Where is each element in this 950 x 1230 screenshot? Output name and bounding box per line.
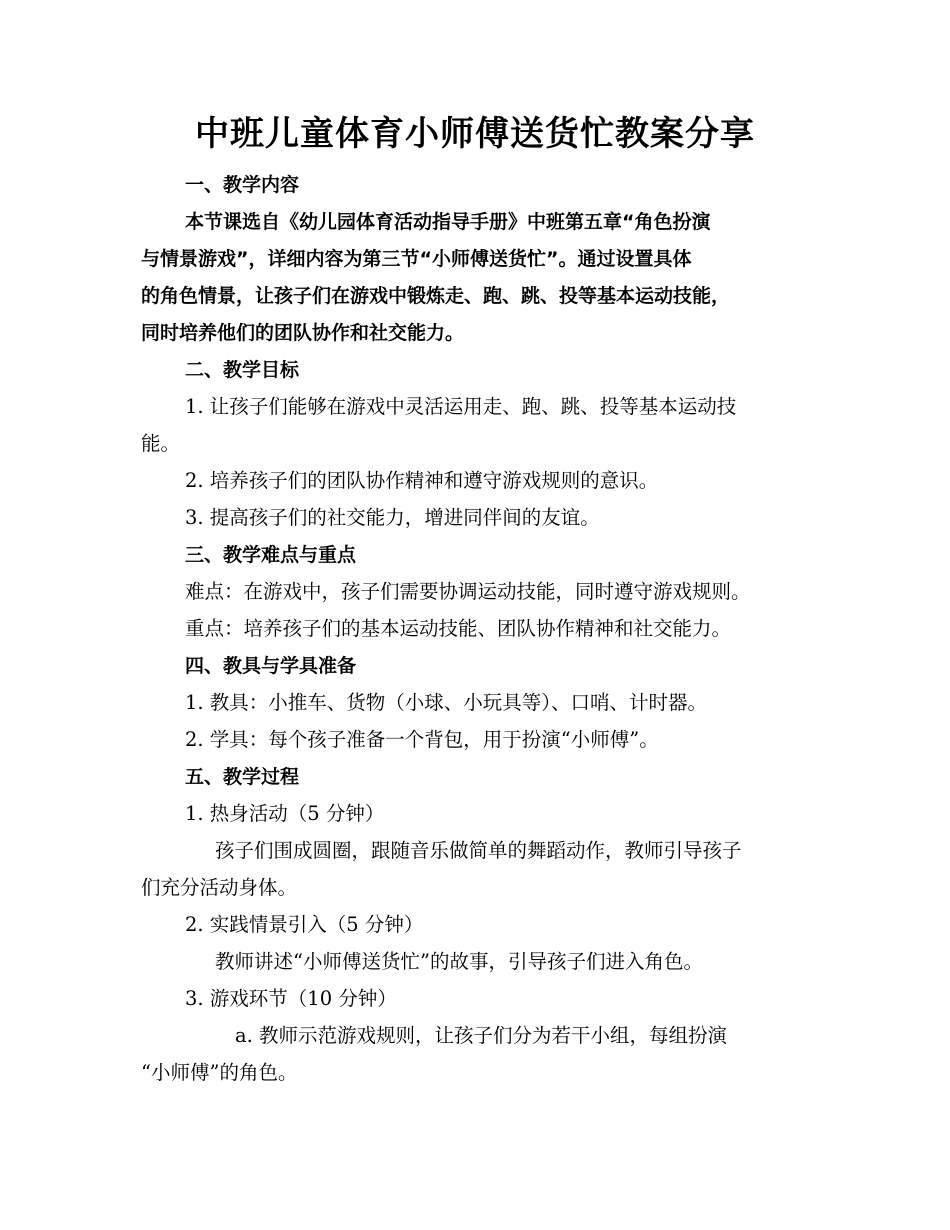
goal-item-1-continued: 能。: [141, 432, 181, 455]
section-heading-materials: 四、教具与学具准备: [185, 655, 357, 677]
content-paragraph-line: 的角色情景，让孩子们在游戏中锻炼走、跑、跳、投等基本运动技能，: [141, 285, 731, 307]
process-step-1-text-continued: 们充分活动身体。: [141, 876, 298, 899]
process-step-3-text: a. 教师示范游戏规则，让孩子们分为若干小组，每组扮演: [235, 1024, 728, 1047]
content-paragraph-line: 同时培养他们的团队协作和社交能力。: [141, 322, 465, 344]
goal-item-1: 1. 让孩子们能够在游戏中灵活运用走、跑、跳、投等基本运动技: [185, 395, 737, 418]
process-step-2: 2. 实践情景引入（5 分钟）: [185, 913, 424, 936]
difficulty-text: 难点：在游戏中，孩子们需要协调运动技能，同时遵守游戏规则。: [185, 580, 751, 603]
content-paragraph-line: 本节课选自《幼儿园体育活动指导手册》中班第五章“角色扮演: [185, 211, 711, 233]
section-heading-process: 五、教学过程: [185, 766, 300, 788]
section-heading-goals: 二、教学目标: [185, 359, 300, 381]
process-step-1: 1. 热身活动（5 分钟）: [185, 802, 385, 825]
materials-item-1: 1. 教具：小推车、货物（小球、小玩具等）、口哨、计时器。: [185, 691, 708, 714]
section-heading-content: 一、教学内容: [185, 174, 300, 196]
goal-item-2: 2. 培养孩子们的团队协作精神和遵守游戏规则的意识。: [185, 469, 659, 492]
process-step-3-text-continued: “小师傅”的角色。: [141, 1061, 298, 1084]
process-step-1-text: 孩子们围成圆圈，跟随音乐做简单的舞蹈动作，教师引导孩子: [215, 839, 742, 862]
materials-item-2: 2. 学具：每个孩子准备一个背包，用于扮演“小师傅”。: [185, 728, 659, 751]
page-title: 中班儿童体育小师傅送货忙教案分享: [195, 114, 755, 154]
goal-item-3: 3. 提高孩子们的社交能力，增进同伴间的友谊。: [185, 506, 600, 529]
process-step-3: 3. 游戏环节（10 分钟）: [185, 987, 397, 1010]
process-step-2-text: 教师讲述“小师傅送货忙”的故事，引导孩子们进入角色。: [215, 950, 703, 973]
key-point-text: 重点：培养孩子们的基本运动技能、团队协作精神和社交能力。: [185, 617, 732, 640]
section-heading-difficulty: 三、教学难点与重点: [185, 544, 357, 566]
content-paragraph-line: 与情景游戏”，详细内容为第三节“小师傅送货忙”。通过设置具体: [141, 248, 692, 270]
